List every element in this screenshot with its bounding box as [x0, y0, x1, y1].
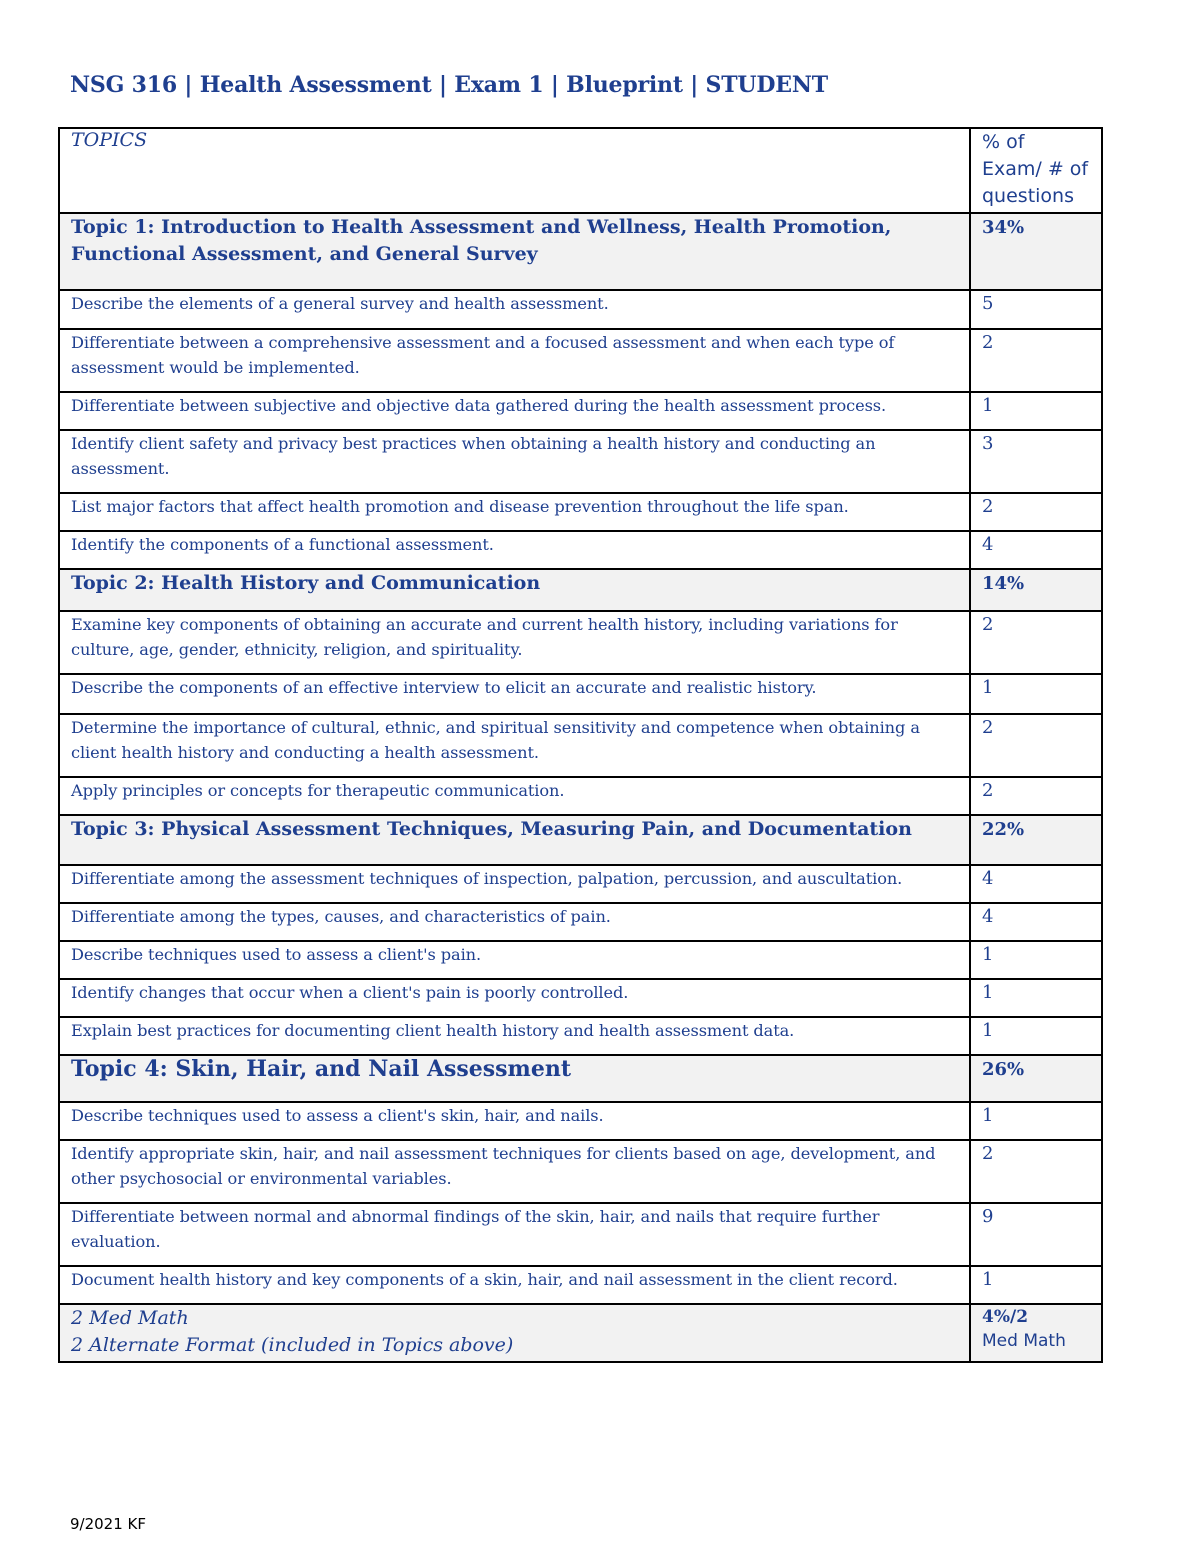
topic-row [59, 569, 1102, 611]
med-math-percent: 4%/2 [982, 1307, 1029, 1327]
question-count: 9 [970, 1203, 1102, 1266]
question-count: 2 [970, 777, 1102, 815]
question-count: 2 [970, 714, 1102, 777]
question-count: 1 [970, 1102, 1102, 1140]
objective-row [59, 1017, 1102, 1055]
percent-header-line: questions [982, 185, 1074, 207]
topic-percent: 22% [970, 815, 1102, 865]
objective-text: Document health history and key components of a skin, hair, and nail assessment in the client record. [59, 1266, 970, 1304]
page-footer: 9/2021 KF [70, 1515, 147, 1533]
document-title: NSG 316 | Health Assessment | Exam 1 | Blueprint | STUDENT [70, 72, 828, 98]
objective-row [59, 430, 1102, 493]
objective-text: Identify client safety and privacy best practices when obtaining a health history and conducting an assessment. [59, 430, 970, 493]
percent-header-line: Exam/ # of [982, 158, 1089, 180]
objective-row [59, 777, 1102, 815]
objective-row [59, 1102, 1102, 1140]
objective-row [59, 531, 1102, 569]
objective-row [59, 903, 1102, 941]
percent-header-line: % of [982, 131, 1025, 153]
objective-row [59, 674, 1102, 714]
question-count: 3 [970, 430, 1102, 493]
blueprint-table-body [59, 128, 1102, 1362]
alternate-format-note: 2 Alternate Format (included in Topics above) [71, 1334, 514, 1356]
summary-notes [59, 1304, 970, 1362]
objective-row [59, 392, 1102, 430]
objective-row [59, 1266, 1102, 1304]
topic-row [59, 1055, 1102, 1102]
objective-row [59, 979, 1102, 1017]
objective-text: Describe the components of an effective interview to elicit an accurate and realistic history. [59, 674, 970, 714]
topic-title: Topic 1: Introduction to Health Assessment and Wellness, Health Promotion, Functional Assessment, and General Survey [59, 213, 970, 290]
question-count: 2 [970, 329, 1102, 392]
objective-row [59, 1203, 1102, 1266]
question-count: 2 [970, 611, 1102, 674]
objective-row [59, 714, 1102, 777]
percent-header [970, 128, 1102, 213]
topics-header: TOPICS [59, 128, 970, 213]
objective-text: Differentiate between normal and abnormal findings of the skin, hair, and nails that require further evaluation. [59, 1203, 970, 1266]
objective-text: Differentiate between a comprehensive assessment and a focused assessment and when each type of assessment would be implemented. [59, 329, 970, 392]
summary-percent [970, 1304, 1102, 1362]
objective-row [59, 941, 1102, 979]
objective-text: Determine the importance of cultural, ethnic, and spiritual sensitivity and competence when obtaining a client health history and conducting a health assessment. [59, 714, 970, 777]
objective-text: Describe the elements of a general survey and health assessment. [59, 290, 970, 329]
question-count: 4 [970, 531, 1102, 569]
topic-percent: 26% [970, 1055, 1102, 1102]
med-math-note: 2 Med Math [71, 1307, 189, 1329]
question-count: 1 [970, 1017, 1102, 1055]
objective-text: List major factors that affect health promotion and disease prevention throughout the life span. [59, 493, 970, 531]
objective-text: Describe techniques used to assess a client's skin, hair, and nails. [59, 1102, 970, 1140]
header-row [59, 128, 1102, 213]
topic-row [59, 815, 1102, 865]
question-count: 1 [970, 392, 1102, 430]
blueprint-table [58, 127, 1103, 1363]
objective-text: Apply principles or concepts for therapeutic communication. [59, 777, 970, 815]
objective-row [59, 611, 1102, 674]
objective-text: Identify appropriate skin, hair, and nail assessment techniques for clients based on age, development, and other psychosocial or environmental variables. [59, 1140, 970, 1203]
objective-row [59, 1140, 1102, 1203]
question-count: 1 [970, 941, 1102, 979]
question-count: 4 [970, 865, 1102, 903]
objective-row [59, 493, 1102, 531]
summary-row [59, 1304, 1102, 1362]
question-count: 5 [970, 290, 1102, 329]
objective-text: Differentiate among the types, causes, and characteristics of pain. [59, 903, 970, 941]
question-count: 2 [970, 493, 1102, 531]
objective-text: Identify changes that occur when a client's pain is poorly controlled. [59, 979, 970, 1017]
objective-text: Differentiate between subjective and objective data gathered during the health assessment process. [59, 392, 970, 430]
objective-row [59, 865, 1102, 903]
topic-title: Topic 4: Skin, Hair, and Nail Assessment [59, 1055, 970, 1102]
objective-text: Examine key components of obtaining an accurate and current health history, including variations for culture, age, gender, ethnicity, religion, and spirituality. [59, 611, 970, 674]
question-count: 1 [970, 674, 1102, 714]
topic-row [59, 213, 1102, 290]
question-count: 4 [970, 903, 1102, 941]
objective-text: Describe techniques used to assess a client's pain. [59, 941, 970, 979]
objective-text: Explain best practices for documenting client health history and health assessment data. [59, 1017, 970, 1055]
topic-percent: 14% [970, 569, 1102, 611]
objective-row [59, 290, 1102, 329]
objective-row [59, 329, 1102, 392]
topic-title: Topic 3: Physical Assessment Techniques, Measuring Pain, and Documentation [59, 815, 970, 865]
question-count: 2 [970, 1140, 1102, 1203]
question-count: 1 [970, 979, 1102, 1017]
topic-percent: 34% [970, 213, 1102, 290]
med-math-label: Med Math [982, 1331, 1066, 1351]
objective-text: Identify the components of a functional assessment. [59, 531, 970, 569]
question-count: 1 [970, 1266, 1102, 1304]
topic-title: Topic 2: Health History and Communication [59, 569, 970, 611]
objective-text: Differentiate among the assessment techniques of inspection, palpation, percussion, and auscultation. [59, 865, 970, 903]
